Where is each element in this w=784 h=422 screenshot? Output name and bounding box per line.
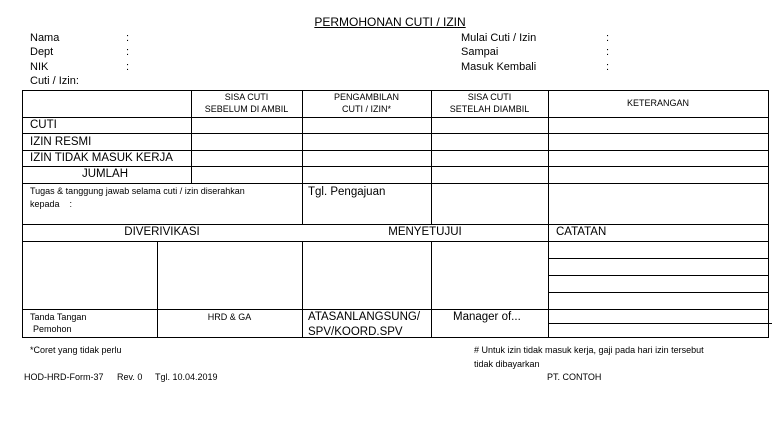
header-sisa-setelah: SISA CUTI	[467, 92, 512, 102]
header-pengambilan: PENGAMBILAN	[333, 92, 400, 102]
sign-pemohon-2: Pemohon	[33, 324, 72, 334]
field-sep: :	[606, 61, 610, 73]
field-sep: :	[606, 32, 610, 44]
sign-manager: Manager of...	[453, 311, 521, 323]
sign-atasan-2: SPV/KOORD.SPV	[308, 326, 403, 338]
catatan-line	[548, 258, 769, 259]
sign-atasan: ATASANLANGSUNG/	[308, 311, 421, 323]
col-line	[431, 241, 432, 338]
row-line	[22, 166, 769, 167]
field-label-nik: NIK	[30, 61, 49, 73]
header-sisa-sebelum: SISA CUTI	[224, 92, 269, 102]
col-line	[548, 90, 549, 338]
header-sisa-setelah-2: SETELAH DIAMBIL	[449, 104, 530, 114]
note-izin: # Untuk izin tidak masuk kerja, gaji pada hari izin tersebut	[474, 345, 704, 355]
catatan-line	[548, 292, 769, 293]
footer-date: Tgl. 10.04.2019	[155, 372, 218, 382]
field-label-nama: Nama	[30, 32, 60, 44]
table-border	[22, 90, 769, 91]
row-label-jumlah: JUMLAH	[82, 168, 129, 180]
header-sisa-sebelum-2: SEBELUM DI AMBIL	[204, 104, 289, 114]
field-label-sampai: Sampai	[461, 46, 499, 58]
table-border	[22, 90, 23, 338]
tugas-text-2: kepada :	[30, 199, 73, 209]
row-line	[22, 241, 769, 242]
field-sep: :	[126, 32, 130, 44]
row-line	[22, 183, 769, 184]
col-line	[157, 241, 158, 338]
sign-pemohon: Tanda Tangan	[30, 312, 87, 322]
header-pengambilan-2: CUTI / IZIN*	[342, 104, 391, 114]
row-label-cuti: CUTI	[30, 119, 57, 131]
sign-hrd: HRD & GA	[207, 312, 252, 322]
tgl-pengajuan-label: Tgl. Pengajuan	[308, 186, 386, 198]
row-line	[22, 224, 769, 225]
field-label-dept: Dept	[30, 46, 54, 58]
row-line	[22, 133, 769, 134]
row-line	[22, 309, 769, 310]
footer-form-code: HOD-HRD-Form-37	[24, 372, 104, 382]
note-coret: *Coret yang tidak perlu	[30, 345, 122, 355]
field-sep: :	[126, 46, 130, 58]
diverivikasi-heading: DIVERIVIKASI	[124, 226, 200, 238]
field-label-masuk-kembali: Masuk Kembali	[461, 61, 537, 73]
menyetujui-heading: MENYETUJUI	[388, 226, 462, 238]
note-izin-2: tidak dibayarkan	[474, 359, 540, 369]
field-sep: :	[606, 46, 610, 58]
footer-company: PT. CONTOH	[547, 372, 602, 382]
tugas-text: Tugas & tanggung jawab selama cuti / izin diserahkan	[30, 186, 245, 196]
col-line	[302, 241, 303, 338]
row-label-izin-resmi: IZIN RESMI	[30, 136, 92, 148]
field-label-cuti-izin: Cuti / Izin:	[30, 75, 79, 87]
row-line	[22, 117, 769, 118]
field-sep: :	[126, 61, 130, 73]
row-label-izin-tidak-masuk: IZIN TIDAK MASUK KERJA	[30, 152, 173, 164]
catatan-heading: CATATAN	[556, 226, 607, 238]
header-keterangan: KETERANGAN	[626, 98, 689, 108]
row-line	[22, 150, 769, 151]
footer-rev: Rev. 0	[117, 372, 143, 382]
catatan-line	[548, 323, 772, 324]
field-label-mulai: Mulai Cuti / Izin	[461, 32, 537, 44]
table-border	[768, 90, 769, 338]
form-title: PERMOHONAN CUTI / IZIN	[314, 15, 466, 29]
catatan-line	[548, 275, 769, 276]
